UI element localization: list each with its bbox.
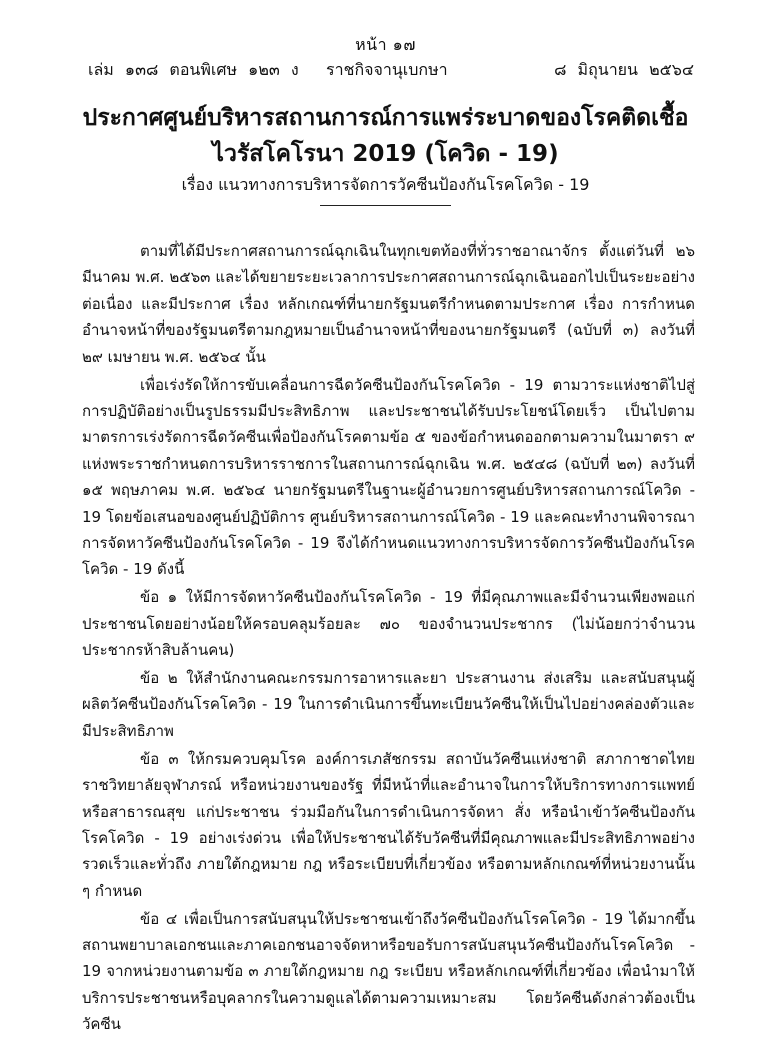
publication-name: ราชกิจจานุเบกษา bbox=[326, 60, 448, 79]
announcement-subject: เรื่อง แนวทางการบริหารจัดการวัคซีนป้องกันโรคโควิด - 19 bbox=[181, 175, 590, 194]
body-paragraph: ตามที่ได้มีประกาศสถานการณ์ฉุกเฉินในทุกเขตท้องที่ทั่วราชอาณาจักร ตั้งแต่วันที่ ๒๖ มีนาคม พ.ศ. ๒๕๖๓ และได้ขยายระยะเวลาการประกาศสถานการณ์ฉุกเฉินออกไปเป็นระยะอย่างต่อเนื่อง และมีประกาศ เรื่อง หลักเกณฑ์ที่นายกรัฐมนตรีกำหนดตามประกาศ เรื่อง การกำหนดอำนาจหน้าที่ของรัฐมนตรีตามกฎหมายเป็นอำนาจหน้าที่ของนายกรัฐมนตรี (ฉบับที่ ๓) ลงวันที่ ๒๙ เมษายน พ.ศ. ๒๕๖๔ นั้น bbox=[82, 242, 695, 366]
clause-paragraph: ข้อ ๓ ให้กรมควบคุมโรค องค์การเภสัชกรรม สถาบันวัคซีนแห่งชาติ สภากาชาดไทย ราชวิทยาลัยจุฬาภรณ์ หรือหน่วยงานของรัฐ ที่มีหน้าที่และอำนาจในการให้บริการทางการแพทย์หรือสาธารณสุข แก่ประชาชน ร่วมมือกันในการดำเนินการจัดหา สั่ง หรือนำเข้าวัคซีนป้องกันโรคโควิด - 19 อย่างเร่งด่วน เพื่อให้ประชาชนได้รับวัคซีนที่มีคุณภาพและมีประสิทธิภาพอย่างรวดเร็วและทั่วถึง ภายใต้กฎหมาย กฎ หรือระเบียบที่เกี่ยวข้อง หรือตามหลักเกณฑ์ที่หน่วยงานนั้น ๆ กำหนด bbox=[82, 749, 695, 900]
announcement-title bbox=[60, 100, 711, 172]
clause-paragraph: ข้อ ๔ เพื่อเป็นการสนับสนุนให้ประชาชนเข้าถึงวัคซีนป้องกันโรคโควิด - 19 ได้มากขึ้น สถานพยาบาลเอกชนและภาคเอกชนอาจจัดหาหรือขอรับการสนับสนุนวัคซีนป้องกันโรคโควิด - 19 จากหน่วยงานตามข้อ ๓ ภายใต้กฎหมาย กฎ ระเบียบ หรือหลักเกณฑ์ที่เกี่ยวข้อง เพื่อนำมาให้บริการประชาชนหรือบุคลากรในความดูแลได้ตามความเหมาะสม โดยวัคซีนดังกล่าวต้องเป็นวัคซีน bbox=[82, 909, 695, 1034]
page-number: หน้า ๑๗ bbox=[355, 35, 416, 54]
title-line-1: ประกาศศูนย์บริหารสถานการณ์การแพร่ระบาดของโรคติดเชื้อ bbox=[82, 105, 689, 131]
body-paragraph: เพื่อเร่งรัดให้การขับเคลื่อนการฉีดวัคซีนป้องกันโรคโควิด - 19 ตามวาระแห่งชาติไปสู่การปฏิบัติอย่างเป็นรูปธรรมมีประสิทธิภาพ และประชาชนได้รับประโยชน์โดยเร็ว เป็นไปตามมาตรการเร่งรัดการฉีดวัคซีนเพื่อป้องกันโรคตามข้อ ๕ ของข้อกำหนดออกตามความในมาตรา ๙ แห่งพระราชกำหนดการบริหารราชการในสถานการณ์ฉุกเฉิน พ.ศ. ๒๕๔๘ (ฉบับที่ ๒๓) ลงวันที่ ๑๕ พฤษภาคม พ.ศ. ๒๕๖๔ นายกรัฐมนตรีในฐานะผู้อำนวยการศูนย์บริหารสถานการณ์โควิด - 19 โดยข้อเสนอของศูนย์ปฏิบัติการ ศูนย์บริหารสถานการณ์โควิด - 19 และคณะทำงานพิจารณาการจัดหาวัคซีนป้องกันโรคโควิด - 19 จึงได้กำหนดแนวทางการบริหารจัดการวัคซีนป้องกันโรคโควิด - 19 ดังนี้ bbox=[82, 375, 695, 579]
gazette-header bbox=[88, 58, 694, 82]
clause-paragraph: ข้อ ๒ ให้สำนักงานคณะกรรมการอาหารและยา ประสานงาน ส่งเสริม และสนับสนุนผู้ผลิตวัคซีนป้องกันโรคโควิด - 19 ในการดำเนินการขึ้นทะเบียนวัคซีนให้เป็นไปอย่างคล่องตัวและมีประสิทธิภาพ bbox=[82, 669, 695, 740]
volume-issue: เล่ม ๑๓๘ ตอนพิเศษ ๑๒๓ ง bbox=[88, 60, 299, 79]
title-line-2: ไวรัสโคโรนา 2019 (โควิด - 19) bbox=[212, 141, 559, 167]
publication-date: ๘ มิถุนายน ๒๕๖๔ bbox=[554, 60, 694, 79]
clause-paragraph: ข้อ ๑ ให้มีการจัดหาวัคซีนป้องกันโรคโควิด - 19 ที่มีคุณภาพและมีจำนวนเพียงพอแก่ประชาชนโดยอย่างน้อยให้ครอบคลุมร้อยละ ๗๐ ของจำนวนประชากร (ไม่น้อยกว่าจำนวนประชากรห้าสิบล้านคน) bbox=[82, 588, 695, 660]
announcement-body bbox=[82, 238, 695, 1038]
title-divider bbox=[320, 205, 451, 206]
